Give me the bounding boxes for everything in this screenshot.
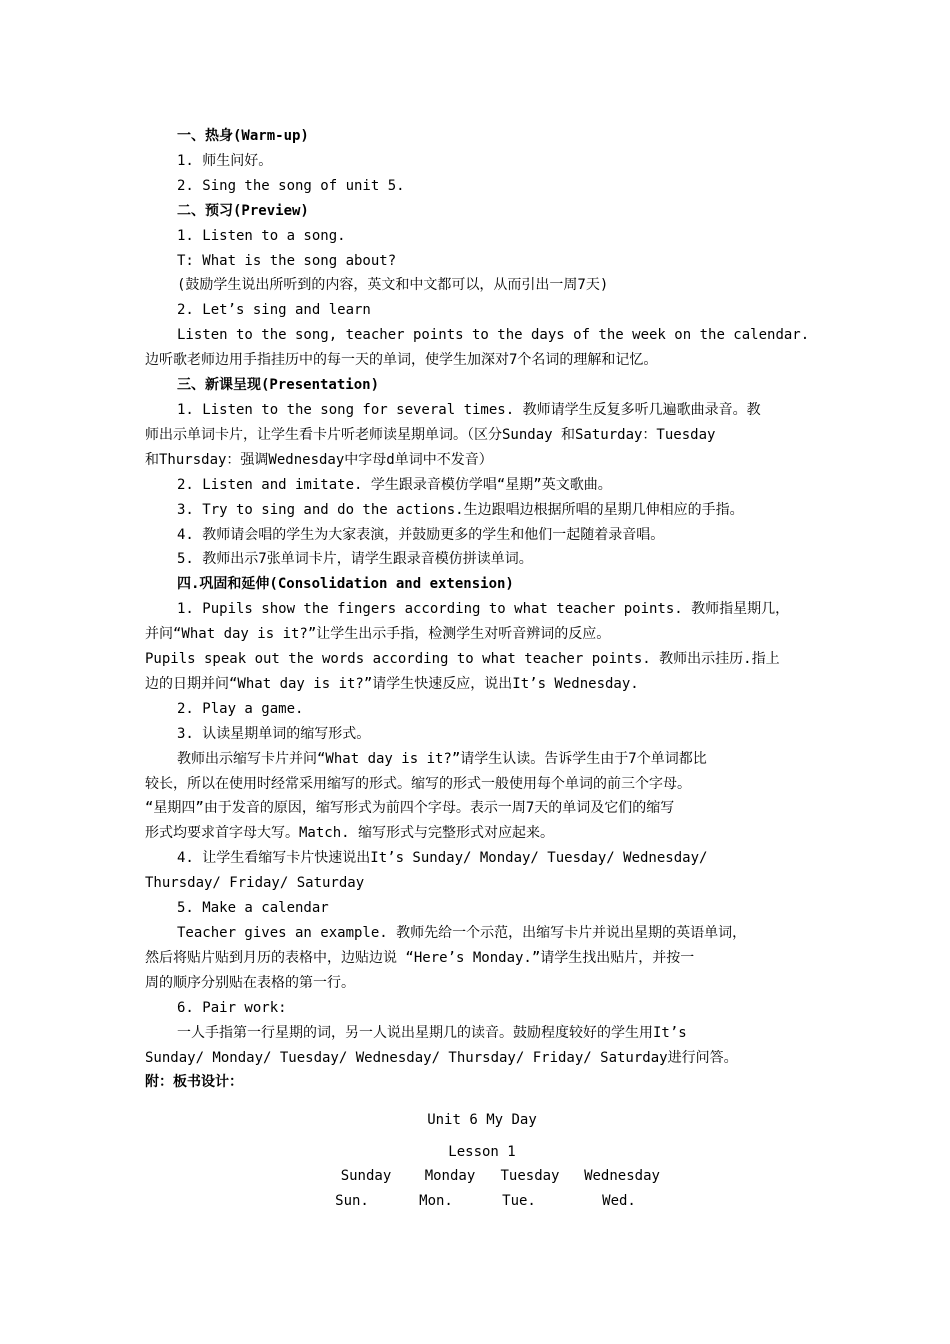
text-line: 边听歌老师边用手指挂历中的每一天的单词，使学生加深对7个名词的理解和记忆。 xyxy=(145,352,658,369)
board-abbr-1: Mon. xyxy=(419,1193,453,1209)
text-line: 师出示单词卡片，让学生看卡片听老师读星期单词。（区分Sunday 和Saturday：Tuesday xyxy=(145,426,716,443)
text-line: Thursday/ Friday/ Saturday xyxy=(145,875,365,892)
text-line: 教师出示缩写卡片并问“What day is it?”请学生认读。告诉学生由于7个单词都比 xyxy=(177,750,707,767)
text-line: 和Thursday：强调Wednesday中字母d单词中不发音） xyxy=(145,451,493,468)
text-line: “星期四”由于发音的原因，缩写形式为前四个字母。表示一周7天的单词及它们的缩写 xyxy=(145,800,675,817)
text-line: 周的顺序分别贴在表格的第一行。 xyxy=(145,974,355,991)
text-line: 3. Try to sing and do the actions.生边跟唱边根据所唱的星期几伸相应的手指。 xyxy=(177,501,744,518)
board-day-3: Wednesday xyxy=(584,1168,660,1184)
text-line: 1. 师生问好。 xyxy=(177,152,273,169)
section-heading: 一、热身(Warm-up) xyxy=(177,128,309,144)
text-line: 然后将贴片贴到月历的表格中，边贴边说 “Here’s Monday.”请学生找出贴片，并按一 xyxy=(145,949,695,966)
text-line: 2. Let’s sing and learn xyxy=(177,302,371,319)
text-line: 2. Listen and imitate. 学生跟录音模仿学唱“星期”英文歌曲。 xyxy=(177,476,612,493)
lesson-plan-body xyxy=(145,124,810,1095)
section-heading: 附：板书设计： xyxy=(145,1074,243,1091)
text-line: 一人手指第一行星期的词，另一人说出星期几的读音。鼓励程度较好的学生用It’s xyxy=(177,1024,687,1041)
board-title: Unit 6 My Day xyxy=(427,1112,537,1128)
section-heading: 三、新课呈现(Presentation) xyxy=(177,377,380,394)
board-lesson: Lesson 1 xyxy=(448,1144,516,1160)
text-line: 2. Play a game. xyxy=(177,700,304,717)
board-abbr-0: Sun. xyxy=(335,1193,369,1209)
text-line: 3. 认读星期单词的缩写形式。 xyxy=(177,725,371,742)
text-line: 5. Make a calendar xyxy=(177,900,329,917)
text-line: (鼓励学生说出所听到的内容，英文和中文都可以，从而引出一周7天) xyxy=(177,277,609,294)
text-line: 6. Pair work: xyxy=(177,999,287,1016)
text-line: 2. Sing the song of unit 5. xyxy=(177,177,405,194)
text-line: 并问“What day is it?”让学生出示手指，检测学生对听音辨词的反应。 xyxy=(145,626,611,643)
board-abbr-3: Wed. xyxy=(602,1193,636,1209)
text-line: 形式均要求首字母大写。Match. 缩写形式与完整形式对应起来。 xyxy=(145,825,554,842)
board-abbr-2: Tue. xyxy=(502,1193,536,1209)
text-line: 1. Listen to a song. xyxy=(177,227,346,244)
text-line: 4. 让学生看缩写卡片快速说出It’s Sunday/ Monday/ Tuesday/ Wednesday/ xyxy=(177,850,708,867)
board-days-row xyxy=(145,1164,807,1189)
text-line: T: What is the song about? xyxy=(177,252,397,269)
text-line: 4. 教师请会唱的学生为大家表演，并鼓励更多的学生和他们一起随着录音唱。 xyxy=(177,526,665,543)
text-line: 5. 教师出示7张单词卡片，请学生跟录音模仿拼读单词。 xyxy=(177,551,533,568)
section-heading: 二、预习(Preview) xyxy=(177,202,309,219)
text-line: Sunday/ Monday/ Tuesday/ Wednesday/ Thursday/ Friday/ Saturday进行问答。 xyxy=(145,1049,738,1066)
text-line: Pupils speak out the words according to what teacher points. 教师出示挂历.指上 xyxy=(145,651,780,668)
blackboard-design xyxy=(145,1108,807,1214)
text-line: 1. Pupils show the fingers according to what teacher points. 教师指星期几， xyxy=(177,601,790,618)
text-line: 1. Listen to the song for several times. 教师请学生反复多听几遍歌曲录音。教 xyxy=(177,401,761,418)
board-day-2: Tuesday xyxy=(500,1168,560,1184)
board-day-0: Sunday xyxy=(340,1168,392,1184)
text-line: Teacher gives an example. 教师先给一个示范，出缩写卡片并说出星期的英语单词， xyxy=(177,925,747,941)
board-abbreviations-row xyxy=(145,1189,807,1214)
text-line: 边的日期并问“What day is it?”请学生快速反应，说出It’s Wednesday. xyxy=(145,675,639,692)
text-line: 较长，所以在使用时经常采用缩写的形式。缩写的形式一般使用每个单词的前三个字母。 xyxy=(145,775,691,792)
section-heading: 四.巩固和延伸(Consolidation and extension) xyxy=(177,576,514,593)
board-day-1: Monday xyxy=(424,1168,476,1184)
text-line: Listen to the song, teacher points to the days of the week on the calendar. xyxy=(177,327,810,344)
